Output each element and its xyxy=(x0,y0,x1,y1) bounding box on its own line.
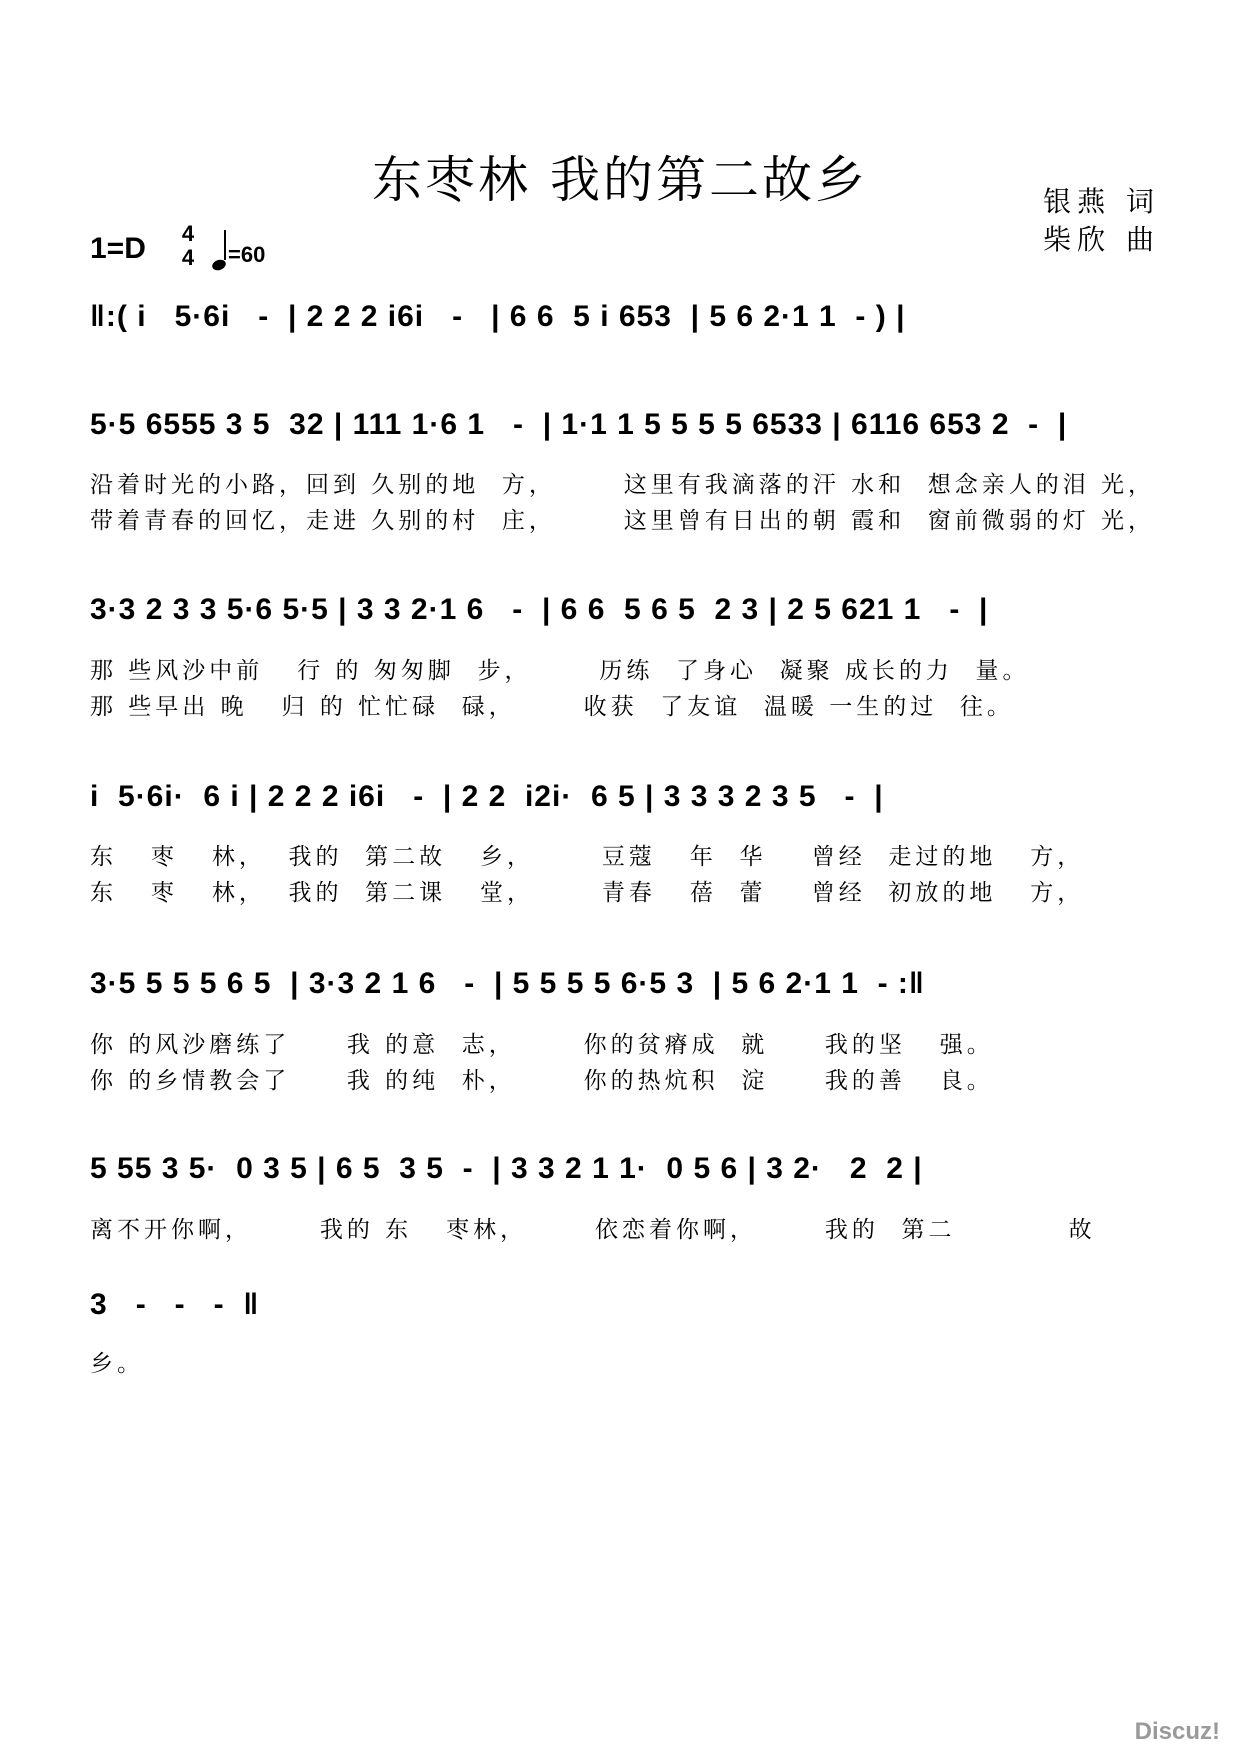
lyric-line-5-verse-2: 你 的乡情教会了 我 的纯 朴， 你的热炕积 淀 我的善 良。 xyxy=(90,1068,994,1094)
song-title: 东枣林 我的第二故乡 xyxy=(372,151,868,209)
notation-line-7: 3 - - - ‖ xyxy=(90,1288,260,1321)
notation-line-3: 3·3 2 3 3 5·6 5·5 | 3 3 2·1 6 - | 6 6 5 6 5 2 3 | 2 5 621 1 - | xyxy=(90,593,989,626)
notation-line-5: 3·5 5 5 5 6 5 | 3·3 2 1 6 - | 5 5 5 5 6·5 3 | 5 6 2·1 1 - :‖ xyxy=(90,967,925,1000)
lyric-line-4-verse-1: 东 枣 林， 我的 第二故 乡， 豆蔻 年 华 曾经 走过的地 方， xyxy=(90,844,1085,870)
lyric-line-7: 乡。 xyxy=(90,1351,144,1377)
tempo-value: =60 xyxy=(228,242,266,267)
lyric-line-3-verse-2: 那 些早出 晚 归 的 忙忙碌 碌， 收获 了友谊 温暖 一生的过 往。 xyxy=(90,694,1014,720)
watermark: Discuz! xyxy=(1134,1718,1220,1745)
notation-line-1: ‖:( i 5·6i - | 2 2 2 i6i - | 6 6 5 i 653 | 5 6 2·1 1 - ) | xyxy=(90,300,906,333)
lyric-line-2-verse-2: 带着青春的回忆，走进 久别的村 庄， 这里曾有日出的朝 霞和 窗前微弱的灯 光， xyxy=(90,508,1156,534)
quarter-note-icon xyxy=(211,258,228,272)
time-numerator: 4 xyxy=(181,221,195,246)
lyric-line-4-verse-2: 东 枣 林， 我的 第二课 堂， 青春 蓓 蕾 曾经 初放的地 方， xyxy=(90,880,1085,906)
time-signature xyxy=(178,222,198,270)
lyric-line-5-verse-1: 你 的风沙磨练了 我 的意 志， 你的贫瘠成 就 我的坚 强。 xyxy=(90,1032,994,1058)
tempo-marking xyxy=(212,238,265,268)
lyric-line-6: 离不开你啊， 我的 东 枣林， 依恋着你啊， 我的 第二 故 xyxy=(90,1217,1096,1243)
lyricist-credit: 银燕 词 xyxy=(1043,185,1160,218)
notation-line-4: i 5·6i· 6 i | 2 2 2 i6i - | 2 2 i2i· 6 5 | 3 3 3 2 3 5 - | xyxy=(90,780,884,813)
notation-line-2: 5·5 6555 3 5 32 | 111 1·6 1 - | 1·1 1 5 5 5 5 6533 | 6116 653 2 - | xyxy=(90,408,1068,441)
lyric-line-3-verse-1: 那 些风沙中前 行 的 匆匆脚 步， 历练 了身心 凝聚 成长的力 量。 xyxy=(90,658,1030,684)
lyric-line-2-verse-1: 沿着时光的小路，回到 久别的地 方， 这里有我滴落的汗 水和 想念亲人的泪 光， xyxy=(90,472,1156,498)
time-denominator: 4 xyxy=(181,245,195,270)
quarter-note-stem xyxy=(224,230,226,260)
key-signature: 1=D xyxy=(90,232,146,265)
composer-credit: 柴欣 曲 xyxy=(1043,223,1160,256)
notation-line-6: 5 55 3 5· 0 3 5 | 6 5 3 5 - | 3 3 2 1 1· 0 5 6 | 3 2· 2 2 | xyxy=(90,1152,923,1185)
